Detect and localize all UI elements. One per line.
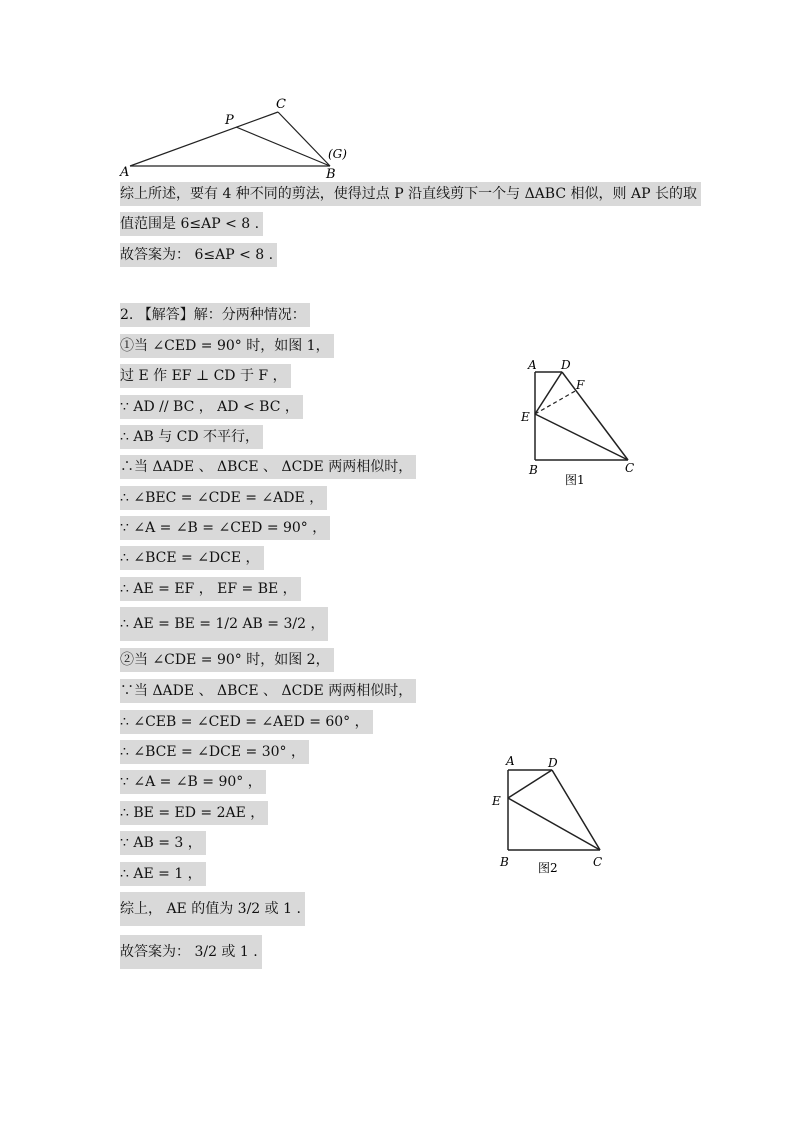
figure-1: [515, 356, 645, 488]
answer-1: 故答案为： 6≤AP < 8 .: [120, 243, 277, 267]
fig1-label-A: A: [528, 358, 537, 372]
fig2-label-C: C: [593, 855, 603, 869]
case1-line-2: ∵ AD // BC ， AD < BC ，: [120, 395, 303, 419]
case1-line-3: ∴ AB 与 CD 不平行，: [120, 425, 263, 449]
case2-line-4: ∵ ∠A = ∠B = 90° ，: [120, 770, 266, 794]
case1-line-6: ∵ ∠A = ∠B = ∠CED = 90° ，: [120, 516, 330, 540]
label-A: A: [120, 165, 130, 180]
case2-line-1: ∵当 ΔADE 、 ΔBCE 、 ΔCDE 两两相似时，: [120, 679, 416, 703]
summary-line: 综上， AE 的值为 3/2 或 1 .: [120, 892, 305, 926]
conclusion-line-1: 综上所述，要有 4 种不同的剪法，使得过点 P 沿直线剪下一个与 ΔABC 相似，则 AP 长的取: [120, 182, 701, 206]
case2-line-5: ∴ BE = ED = 2AE ，: [120, 801, 268, 825]
case2-line-3: ∴ ∠BCE = ∠DCE = 30° ，: [120, 740, 309, 764]
fig2-label-A: A: [506, 754, 515, 768]
label-C: C: [276, 97, 286, 112]
fig1-caption: 图1: [565, 473, 585, 487]
fig1-label-C: C: [625, 461, 635, 475]
case1-line-4: ∴当 ΔADE 、 ΔBCE 、 ΔCDE 两两相似时，: [120, 455, 416, 479]
label-B: B: [326, 167, 336, 180]
fig2-label-B: B: [500, 855, 509, 869]
conclusion-line-2: 值范围是 6≤AP < 8 .: [120, 212, 263, 236]
fig1-label-E: E: [521, 410, 530, 424]
fig1-label-F: F: [576, 378, 585, 392]
case1-line-0: ①当 ∠CED = 90° 时，如图 1，: [120, 334, 334, 358]
case1-line-1: 过 E 作 EF ⊥ CD 于 F ，: [120, 364, 291, 388]
case1-line-9: ∴ AE = BE = 1/2 AB = 3/2 ，: [120, 607, 328, 641]
figure-2: [488, 752, 618, 880]
fig2-caption: 图2: [538, 861, 558, 875]
fig1-label-B: B: [529, 463, 538, 477]
case2-line-7: ∴ AE = 1 ，: [120, 862, 206, 886]
fig2-label-D: D: [548, 756, 558, 770]
case2-line-0: ②当 ∠CDE = 90° 时，如图 2，: [120, 648, 334, 672]
fig1-label-D: D: [561, 358, 571, 372]
fig2-label-E: E: [492, 794, 501, 808]
label-P: P: [225, 113, 234, 128]
triangle-figure-top: [118, 94, 358, 180]
case2-line-2: ∴ ∠CEB = ∠CED = ∠AED = 60° ，: [120, 710, 373, 734]
solution-heading: 2. 【解答】解：分两种情况：: [120, 303, 310, 327]
answer-2: 故答案为： 3/2 或 1 .: [120, 935, 262, 969]
label-G: (G): [328, 147, 347, 161]
case1-line-7: ∴ ∠BCE = ∠DCE ，: [120, 546, 264, 570]
case1-line-5: ∴ ∠BEC = ∠CDE = ∠ADE ，: [120, 486, 327, 510]
case1-line-8: ∴ AE = EF ， EF = BE ，: [120, 577, 301, 601]
case2-line-6: ∵ AB = 3 ，: [120, 831, 206, 855]
